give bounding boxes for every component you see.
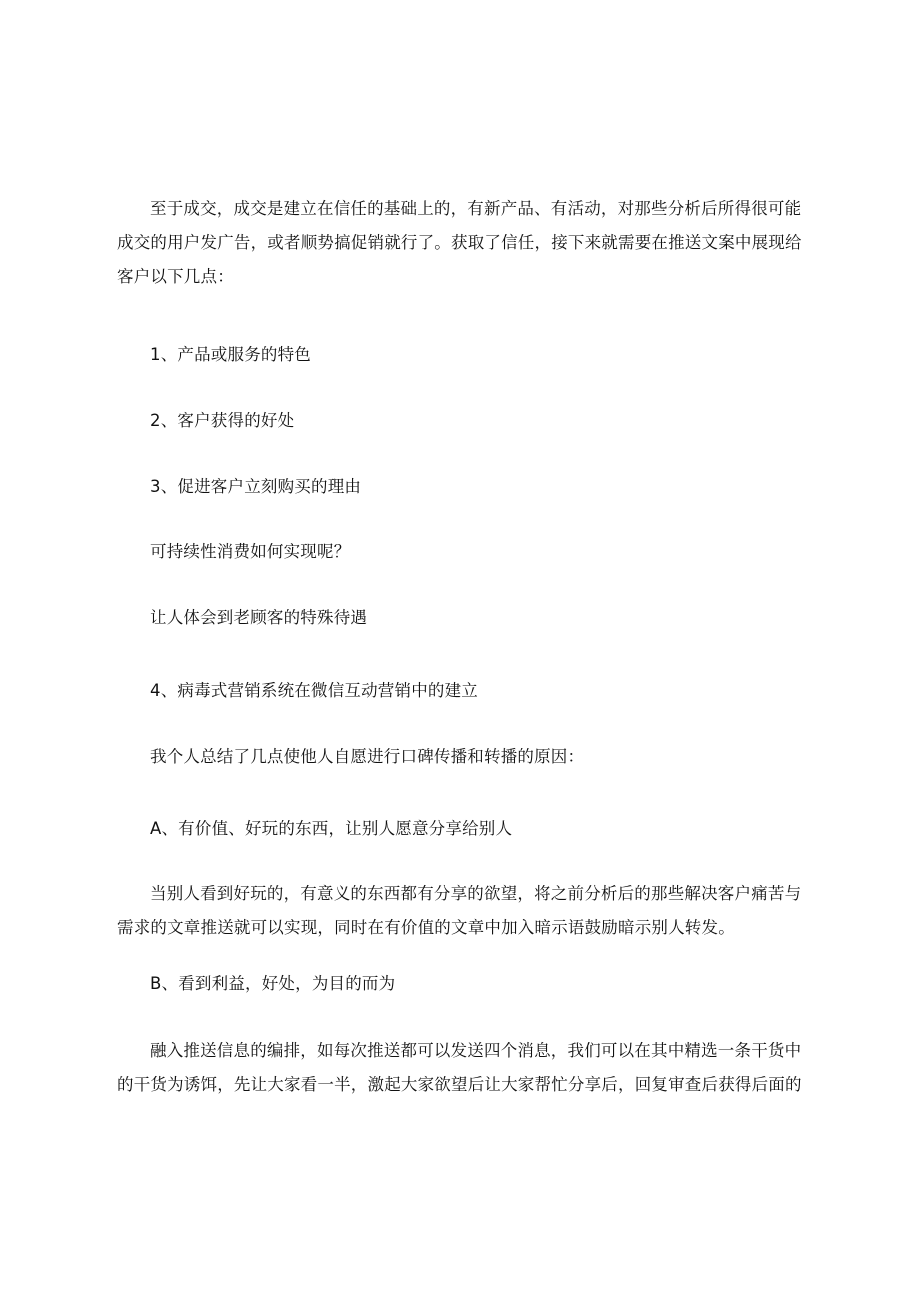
- paragraph-push-arrangement: [117, 1034, 807, 1102]
- list-item-customer-benefits: 2、客户获得的好处: [150, 411, 295, 430]
- paragraph-sharing-desire: [117, 877, 807, 945]
- word-of-mouth-intro: 我个人总结了几点使他人自愿进行口碑传播和转播的原因：: [150, 747, 585, 766]
- paragraph-line: 至于成交，成交是建立在信任的基础上的，有新产品、有活动，对那些分析后所得很可能: [150, 199, 802, 218]
- paragraph-line: 成交的用户发广告，或者顺势搞促销就行了。获取了信任，接下来就需要在推送文案中展现给: [117, 233, 802, 252]
- reason-a-valuable-content: A、有价值、好玩的东西，让别人愿意分享给别人: [150, 819, 513, 838]
- paragraph-line: 需求的文章推送就可以实现，同时在有价值的文章中加入暗示语鼓励暗示别人转发。: [117, 918, 735, 937]
- paragraph-line: 客户以下几点：: [117, 267, 234, 286]
- paragraph-line: 当别人看到好玩的，有意义的东西都有分享的欲望，将之前分析后的那些解决客户痛苦与: [150, 884, 802, 903]
- reason-b-benefits: B、看到利益，好处，为目的而为: [150, 974, 396, 993]
- list-item-product-features: 1、产品或服务的特色: [150, 345, 311, 364]
- paragraph-line: 融入推送信息的编排，如每次推送都可以发送四个消息，我们可以在其中精选一条干货中: [150, 1041, 802, 1060]
- list-item-viral-marketing: 4、病毒式营销系统在微信互动营销中的建立: [150, 681, 478, 700]
- paragraph-line: 的干货为诱饵，先让大家看一半，激起大家欲望后让大家帮忙分享后，回复审查后获得后面的: [117, 1075, 802, 1094]
- sustainable-consumption-question: 可持续性消费如何实现呢？: [150, 542, 351, 561]
- paragraph-deal-trust: [117, 192, 807, 294]
- loyal-customer-treatment: 让人体会到老顾客的特殊待遇: [150, 608, 368, 627]
- list-item-purchase-reasons: 3、促进客户立刻购买的理由: [150, 477, 362, 496]
